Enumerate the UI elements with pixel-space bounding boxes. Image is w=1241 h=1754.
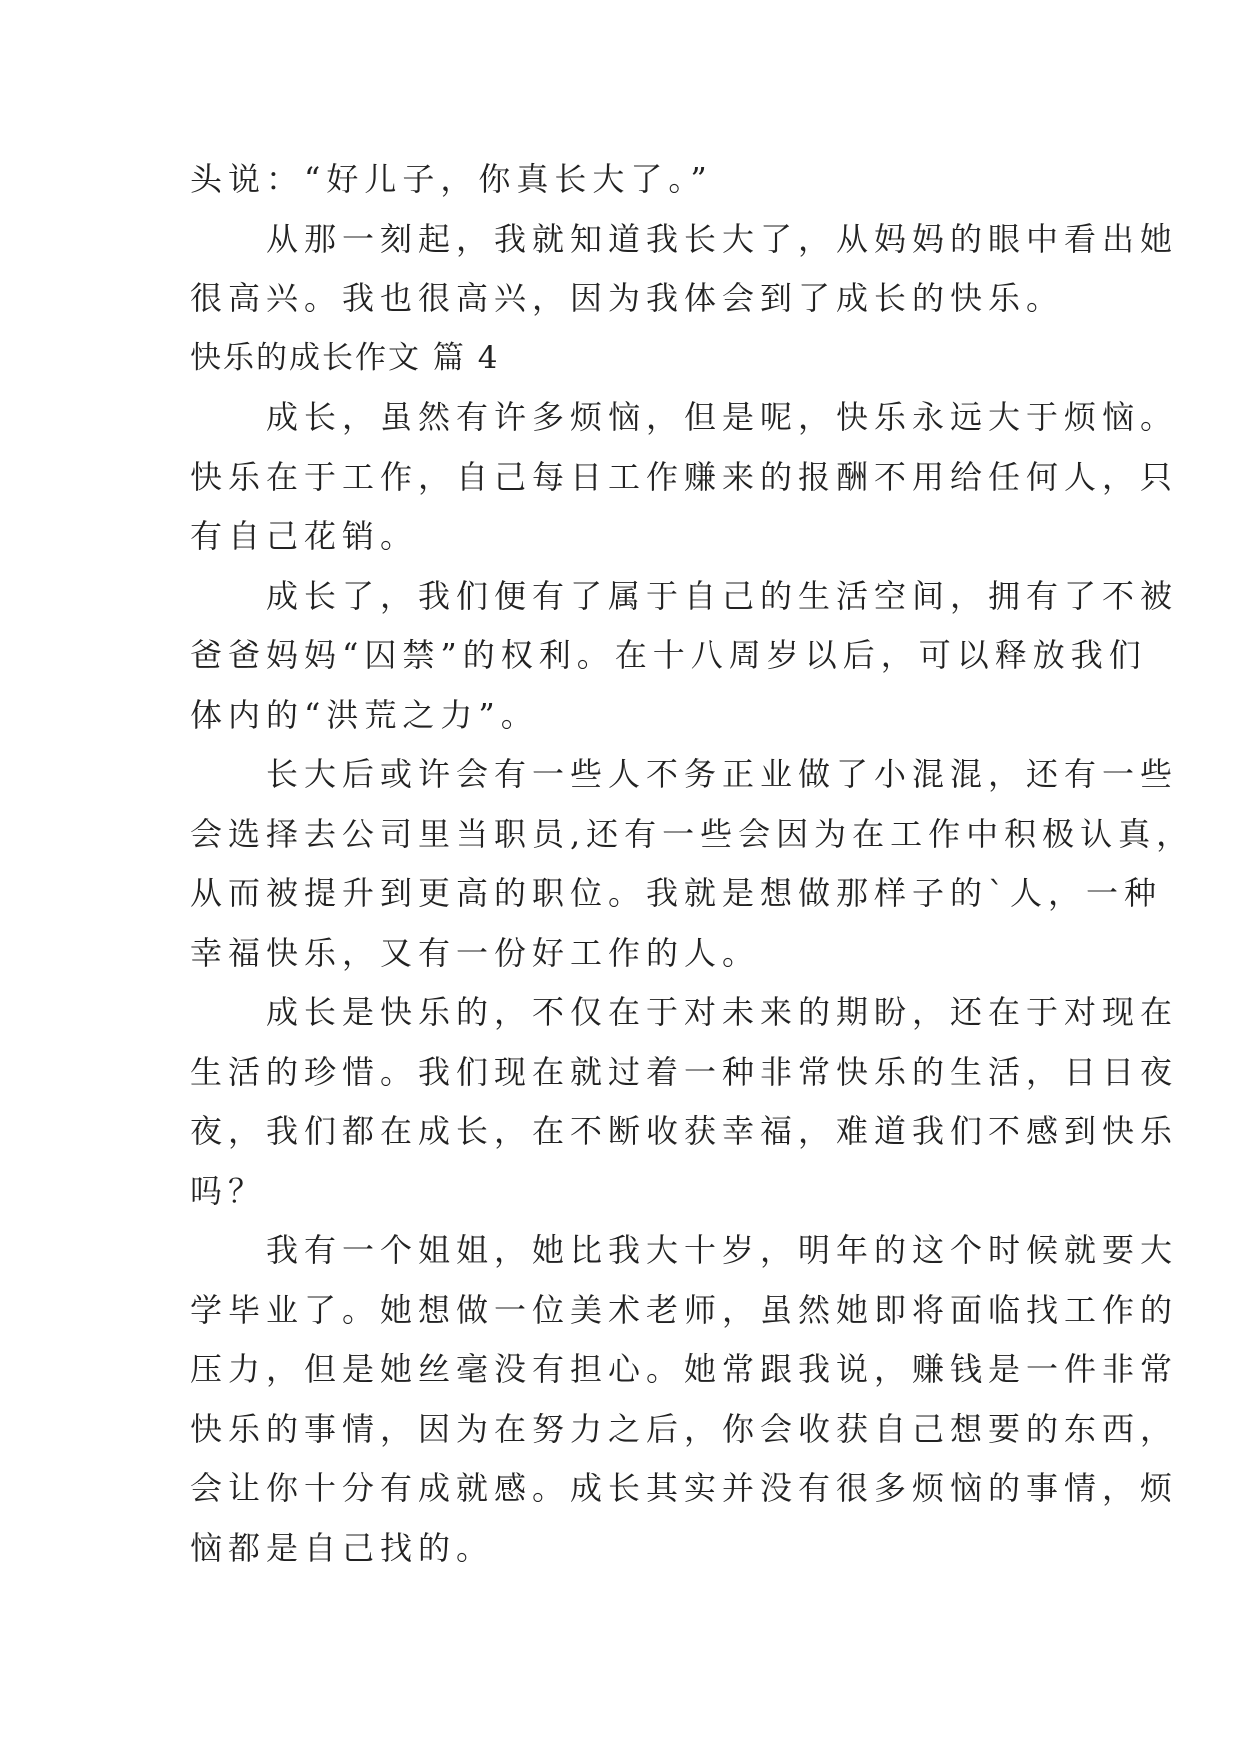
text-line: 夜，我们都在成长，在不断收获幸福，难道我们不感到快乐 (190, 1112, 1179, 1150)
text-line: 从而被提升到更高的职位。我就是想做那样子的`人，一种 (190, 874, 1163, 912)
text-line: 快乐的事情，因为在努力之后，你会收获自己想要的东西， (190, 1409, 1179, 1448)
text-line: 会让你十分有成就感。成长其实并没有很多烦恼的事情，烦 (190, 1469, 1179, 1507)
text-line: 很高兴。我也很高兴，因为我体会到了成长的快乐。 (190, 279, 1065, 317)
text-line: 我有一个姐姐，她比我大十岁，明年的这个时候就要大 (266, 1231, 1179, 1269)
document-body (190, 150, 1195, 1578)
text-line: 体内的“洪荒之力”。 (190, 695, 539, 734)
text-line: 成长，虽然有许多烦恼，但是呢，快乐永远大于烦恼。 (266, 398, 1179, 436)
text-line: 成长是快乐的，不仅在于对未来的期盼，还在于对现在 (266, 993, 1179, 1031)
text-line: 压力，但是她丝毫没有担心。她常跟我说，赚钱是一件非常 (190, 1350, 1179, 1388)
text-line: 爸爸妈妈“囚禁”的权利。在十八周岁以后，可以释放我们 (190, 636, 1147, 674)
text-line: 生活的珍惜。我们现在就过着一种非常快乐的生活，日日夜 (190, 1052, 1179, 1091)
text-line: 长大后或许会有一些人不务正业做了小混混，还有一些 (266, 755, 1179, 793)
text-line: 学毕业了。她想做一位美术老师，虽然她即将面临找工作的 (190, 1290, 1179, 1329)
section-heading: 快乐的成长作文 篇 4 (190, 339, 500, 376)
text-line: 会选择去公司里当职员,还有一些会因为在工作中积极认真， (190, 814, 1195, 853)
text-line: 恼都是自己找的。 (190, 1528, 495, 1567)
text-line: 成长了，我们便有了属于自己的生活空间，拥有了不被 (266, 576, 1179, 615)
text-line: 幸福快乐，又有一份好工作的人。 (190, 933, 761, 972)
text-line: 头说：“好儿子，你真长大了。” (190, 160, 713, 198)
text-line: 快乐在于工作，自己每日工作赚来的报酬不用给任何人，只 (190, 457, 1179, 496)
text-line: 吗？ (190, 1171, 267, 1210)
text-line: 有自己花销。 (190, 517, 419, 555)
text-line: 从那一刻起，我就知道我长大了，从妈妈的眼中看出她 (266, 219, 1179, 258)
